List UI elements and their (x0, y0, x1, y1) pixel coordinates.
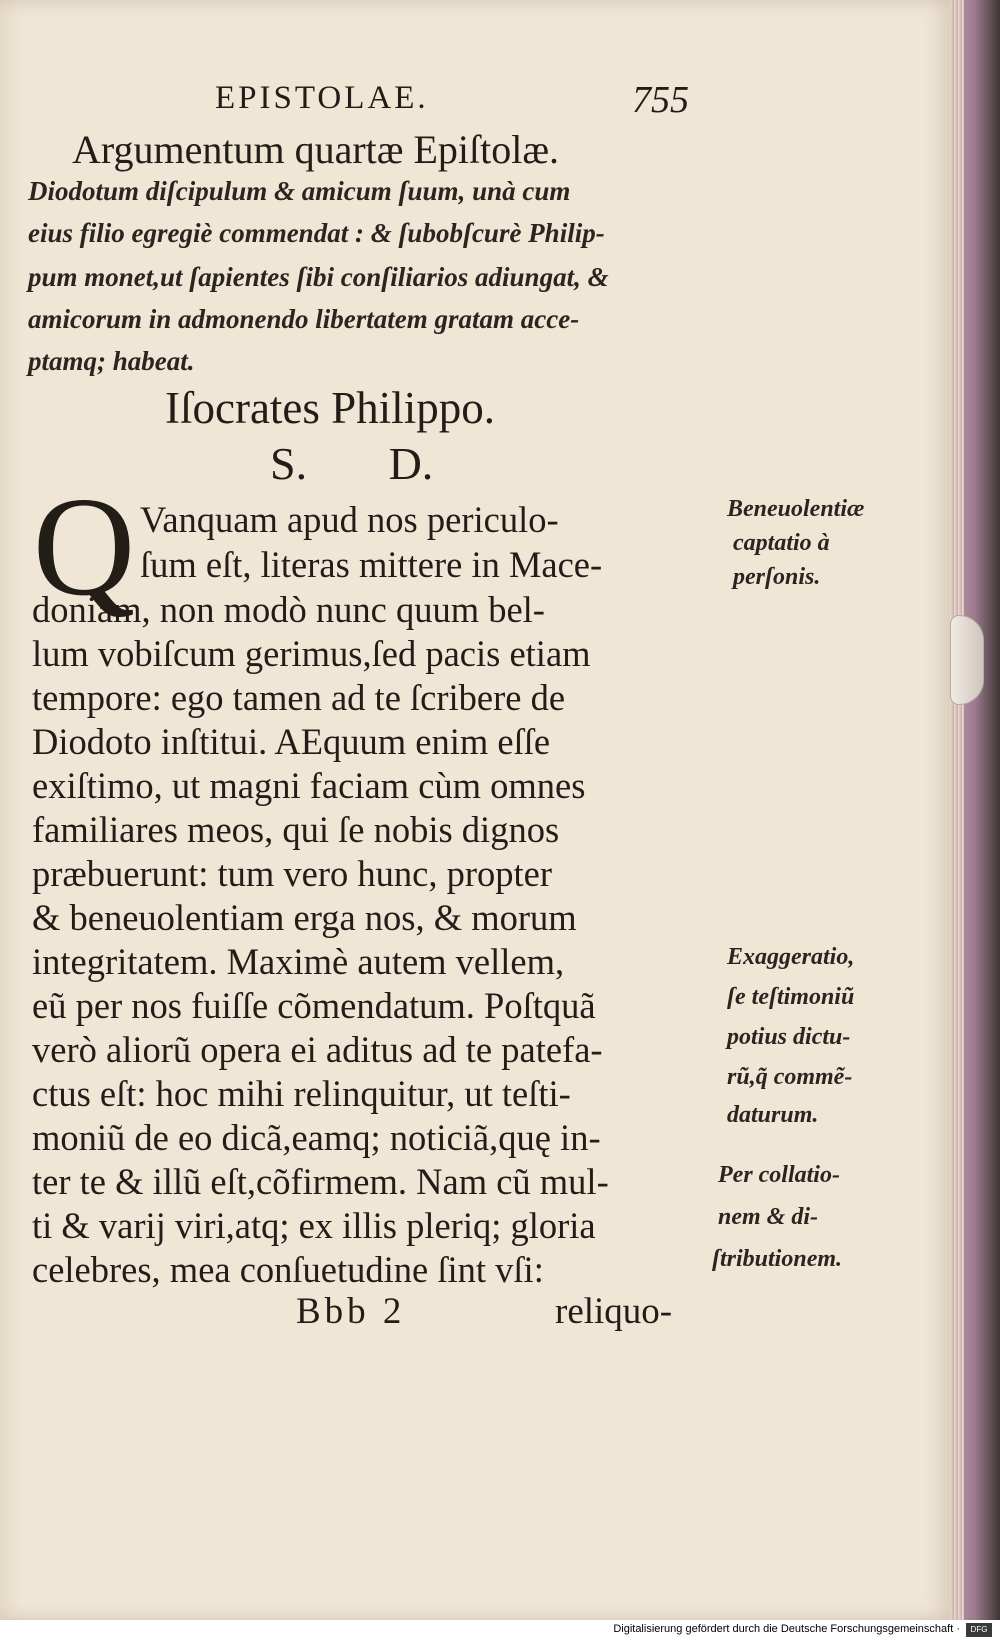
body-line: lum vobiſcum gerimus,ſed pacis etiam (32, 633, 591, 674)
body-line: ctus eſt: hoc mihi relinquitur, ut teſti- (32, 1073, 571, 1114)
body-line: verò aliorũ opera ei aditus ad te patefa- (32, 1029, 603, 1070)
argument-line: ptamq; habeat. (28, 346, 195, 376)
margin-note-line: nem & di- (718, 1204, 818, 1230)
body-line: ter te & illũ eſt,cõfirmem. Nam cũ mul- (32, 1161, 609, 1202)
body-line: moniũ de eo dicã,eamq; noticiã,quę in- (32, 1117, 601, 1158)
argument-title: Argumentum quartæ Epiſtolæ. (72, 127, 560, 172)
margin-note-line: perſonis. (733, 564, 821, 590)
body-line: eũ per nos fuiſſe cõmendatum. Poſtquã (32, 985, 596, 1026)
catchword: reliquo- (555, 1291, 673, 1332)
margin-note-line: potius dictu- (727, 1024, 851, 1050)
body-line: & beneuolentiam erga nos, & morum (32, 897, 577, 938)
margin-note-line: ſtributionem. (712, 1246, 843, 1272)
argument-line: Diodotum diſcipulum & amicum ſuum, unà cum (28, 176, 571, 206)
page-edges (950, 0, 964, 1620)
body-line: exiſtimo, ut magni faciam cùm omnes (32, 765, 586, 806)
margin-note-line: rũ,q̃ commẽ- (727, 1064, 853, 1090)
running-head: EPISTOLAE. (215, 80, 429, 116)
argument-line: eius filio egregiè commendat : & ſubobſcurè Philip- (28, 218, 605, 248)
margin-note-line: daturum. (727, 1102, 819, 1128)
body-line: integritatem. Maximè autem vellem, (32, 941, 565, 982)
margin-note-line: ſe teſtimoniũ (727, 984, 855, 1010)
letter-title: Iſocrates Philippo. (165, 383, 495, 433)
page-number: 755 (632, 79, 689, 121)
margin-note-line: Exaggeratio, (727, 944, 855, 970)
signature-mark: Bbb 2 (296, 1291, 406, 1332)
dfg-logo: DFG (966, 1623, 992, 1637)
credit-text: Digitalisierung gefördert durch die Deutsche Forschungsgemeinschaft · (613, 1623, 960, 1635)
salutation: S. D. (270, 438, 434, 489)
body-line: ſum eſt, literas mittere in Mace- (140, 544, 603, 585)
body-line: Vanquam apud nos periculo- (140, 499, 559, 540)
body-line: ti & varij viri,atq; ex illis pleriq; gloria (32, 1205, 596, 1246)
margin-note-line: Per collatio- (718, 1162, 840, 1188)
margin-note-line: captatio à (733, 530, 830, 556)
body-line: familiares meos, qui ſe nobis dignos (32, 809, 560, 850)
body-line: præbuerunt: tum vero hunc, propter (32, 853, 553, 894)
margin-note-line: Beneuolentiæ (727, 496, 865, 522)
body-line: celebres, mea conſuetudine ſint vſi: (32, 1249, 544, 1290)
body-line: tempore: ego tamen ad te ſcribere de (32, 677, 566, 718)
body-line: doniam, non modò nunc quum bel- (32, 589, 545, 630)
drop-cap: Q (32, 467, 136, 625)
book-clasp (950, 615, 984, 705)
argument-line: pum monet,ut ſapientes ſibi conſiliarios adiungat, & (28, 262, 609, 292)
argument-line: amicorum in admonendo libertatem gratam acce- (28, 304, 580, 334)
body-line: Diodoto inſtitui. AEquum enim eſſe (32, 721, 551, 762)
